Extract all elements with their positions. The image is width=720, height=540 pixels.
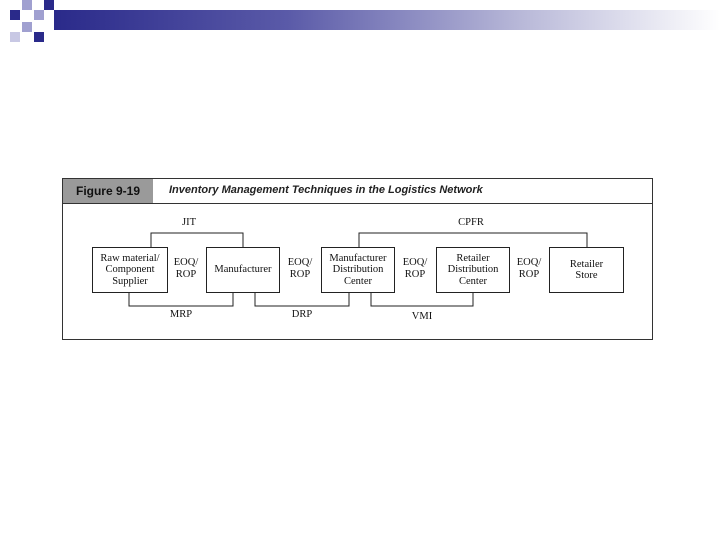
node-manufacturer: Manufacturer — [206, 247, 280, 293]
node-retailer-store: Retailer Store — [549, 247, 624, 293]
eoq-rop-label: EOQ/ ROP — [402, 257, 428, 280]
cpfr-bracket — [359, 233, 587, 247]
technique-label-mrp: MRP — [169, 309, 193, 320]
decoration-square — [34, 10, 44, 20]
vmi-bracket — [371, 293, 473, 306]
title-decoration-bar — [54, 10, 720, 30]
eoq-rop-label: EOQ/ ROP — [516, 257, 542, 280]
decoration-square — [22, 22, 32, 32]
decoration-square — [10, 32, 20, 42]
decoration-square — [44, 0, 54, 10]
technique-label-cpfr: CPFR — [458, 217, 484, 228]
technique-label-drp: DRP — [291, 309, 313, 320]
figure-label: Figure 9-19 — [63, 179, 153, 203]
jit-bracket — [151, 233, 243, 247]
node-manufacturer-distribution-center: Manufacturer Distribution Center — [321, 247, 395, 293]
node-retailer-distribution-center: Retailer Distribution Center — [436, 247, 510, 293]
eoq-rop-label: EOQ/ ROP — [287, 257, 313, 280]
technique-label-vmi: VMI — [411, 311, 433, 322]
decoration-square — [10, 10, 20, 20]
drp-bracket — [255, 293, 349, 306]
figure-panel — [62, 178, 653, 340]
decoration-square — [22, 0, 32, 10]
figure-title: Inventory Management Techniques in the Logistics Network — [169, 184, 483, 196]
decoration-square — [34, 32, 44, 42]
node-raw-material-supplier: Raw material/ Component Supplier — [92, 247, 168, 293]
mrp-bracket — [129, 293, 233, 306]
eoq-rop-label: EOQ/ ROP — [173, 257, 199, 280]
technique-label-jit: JIT — [182, 217, 196, 228]
